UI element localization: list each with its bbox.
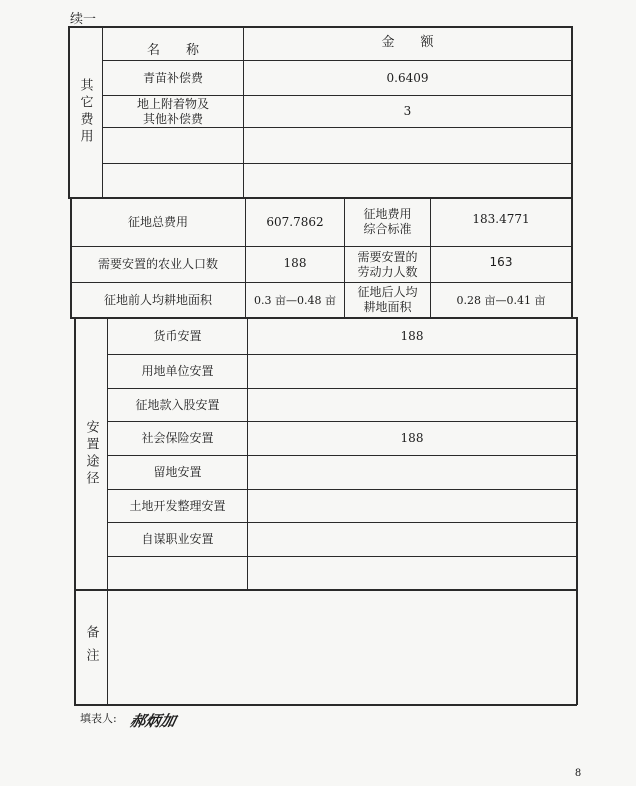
total-fee-label: 征地总费用 xyxy=(127,214,188,229)
agri-population-label: 需要安置的农业人口数 xyxy=(97,257,218,271)
table-top-border xyxy=(68,26,571,28)
resettlement-name-cell: 用地单位安置 xyxy=(141,364,214,378)
remarks-content-area xyxy=(108,591,576,704)
table-bottom-border xyxy=(74,704,577,706)
labor-count-value: 163 xyxy=(489,254,513,269)
total-fee-value: 607.7862 xyxy=(266,214,324,229)
fee-amount-cell: 0.6409 xyxy=(386,70,429,85)
continuation-label: 续一 xyxy=(70,11,97,27)
standard-fee-label: 征地费用 综合标准 xyxy=(363,207,412,236)
filler-signature: 郝炳加 xyxy=(128,711,178,730)
other-fees-group-label: 其它费用 xyxy=(77,77,93,146)
resettlement-name-cell: 留地安置 xyxy=(153,465,202,479)
resettlement-value-cell xyxy=(248,456,576,489)
fee-name-cell: 地上附着物及 其他补偿费 xyxy=(136,96,209,126)
fee-amount-cell xyxy=(244,128,571,163)
table-right-border xyxy=(576,317,578,705)
standard-fee-value: 183.4771 xyxy=(472,211,530,226)
resettlement-value-cell: 188 xyxy=(400,328,424,343)
area-before-value: 0.3 亩—0.48 亩 xyxy=(254,293,336,307)
fee-name-cell xyxy=(103,128,243,163)
resettlement-value-cell xyxy=(248,490,576,522)
resettlement-name-cell xyxy=(108,557,247,589)
resettlement-name-cell: 自谋职业安置 xyxy=(141,532,214,546)
resettlement-value-cell xyxy=(248,355,576,388)
area-before-label: 征地前人均耕地面积 xyxy=(103,292,212,307)
resettlement-value-cell xyxy=(248,557,576,589)
resettlement-name-cell: 社会保险安置 xyxy=(141,431,214,445)
page-number: 8 xyxy=(574,767,582,779)
resettlement-name-cell: 征地款入股安置 xyxy=(135,397,220,412)
remarks-label: 备注 xyxy=(83,624,99,671)
resettlement-name-cell: 土地开发整理安置 xyxy=(129,498,226,513)
agri-population-value: 188 xyxy=(283,256,307,270)
amount-column-header: 金 额 xyxy=(381,34,434,50)
fee-amount-cell xyxy=(244,164,571,197)
resettlement-name-cell: 货币安置 xyxy=(153,328,202,343)
resettlement-value-cell: 188 xyxy=(400,431,424,445)
fee-name-cell xyxy=(103,164,243,197)
filler-label: 填表人: xyxy=(80,711,117,725)
fee-name-cell: 青苗补偿费 xyxy=(142,70,203,85)
resettlement-value-cell xyxy=(248,389,576,421)
resettlement-group-label: 安置途径 xyxy=(83,419,99,488)
area-after-label: 征地后人均 耕地面积 xyxy=(357,285,418,314)
fee-amount-cell: 3 xyxy=(403,104,412,118)
labor-count-label: 需要安置的 劳动力人数 xyxy=(357,249,418,279)
area-after-value: 0.28 亩—0.41 亩 xyxy=(456,293,546,307)
name-column-header: 名 称 xyxy=(146,42,199,58)
resettlement-value-cell xyxy=(248,523,576,556)
table-right-border xyxy=(571,26,573,317)
